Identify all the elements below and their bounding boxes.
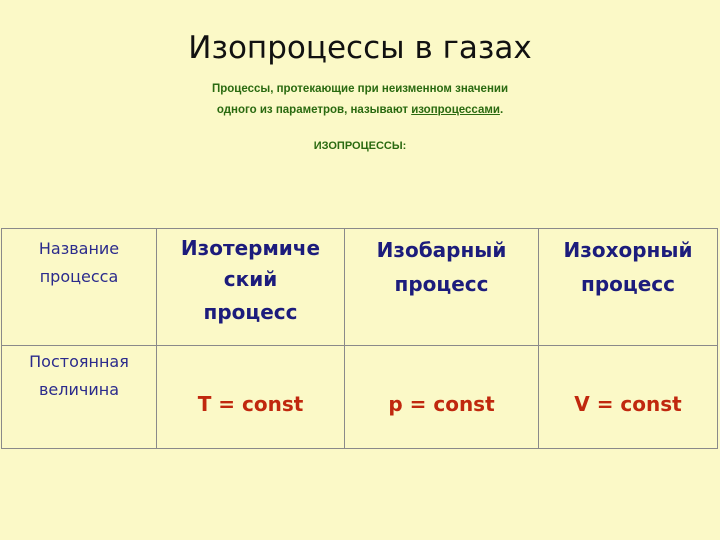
cell-volume-const <box>539 346 718 449</box>
isoprocess-term: изопроцессами <box>411 104 500 116</box>
cell-constant-label <box>2 346 157 449</box>
process-name-line: Изохорный <box>563 238 693 262</box>
table-row-constant <box>2 346 718 449</box>
cell-isochoric <box>539 229 718 346</box>
label-line: Название <box>38 239 120 258</box>
label-line: величина <box>38 380 119 399</box>
process-name-line: процесс <box>394 272 489 296</box>
cell-isobaric <box>345 229 539 346</box>
label-line: процесса <box>39 267 119 286</box>
section-heading: ИЗОПРОЦЕССЫ: <box>313 140 407 152</box>
definition-period: . <box>499 104 504 116</box>
constant-formula: V = const <box>574 392 682 416</box>
cell-isothermal <box>157 229 345 346</box>
definition-line-1: Процессы, протекающие при неизменном значении <box>211 83 509 95</box>
definition-text <box>0 79 720 121</box>
cell-pressure-const <box>345 346 539 449</box>
label-line: Постоянная <box>29 352 129 371</box>
table-row-process-name <box>2 229 718 346</box>
process-name-line: Изобарный <box>376 238 507 262</box>
page-title: Изопроцессы в газах <box>188 30 532 66</box>
process-name-line: ский <box>223 267 278 291</box>
process-name-line: процесс <box>203 300 298 324</box>
isoprocess-table <box>1 228 718 449</box>
definition-line-2-start: одного из параметров, называют <box>216 104 412 116</box>
constant-formula: p = const <box>388 392 495 416</box>
process-name-line: Изотермиче <box>180 236 321 260</box>
cell-process-name-label <box>2 229 157 346</box>
constant-formula: T = const <box>197 392 304 416</box>
definition-line-2 <box>0 100 720 121</box>
cell-temperature-const <box>157 346 345 449</box>
process-name-line: процесс <box>581 272 675 296</box>
